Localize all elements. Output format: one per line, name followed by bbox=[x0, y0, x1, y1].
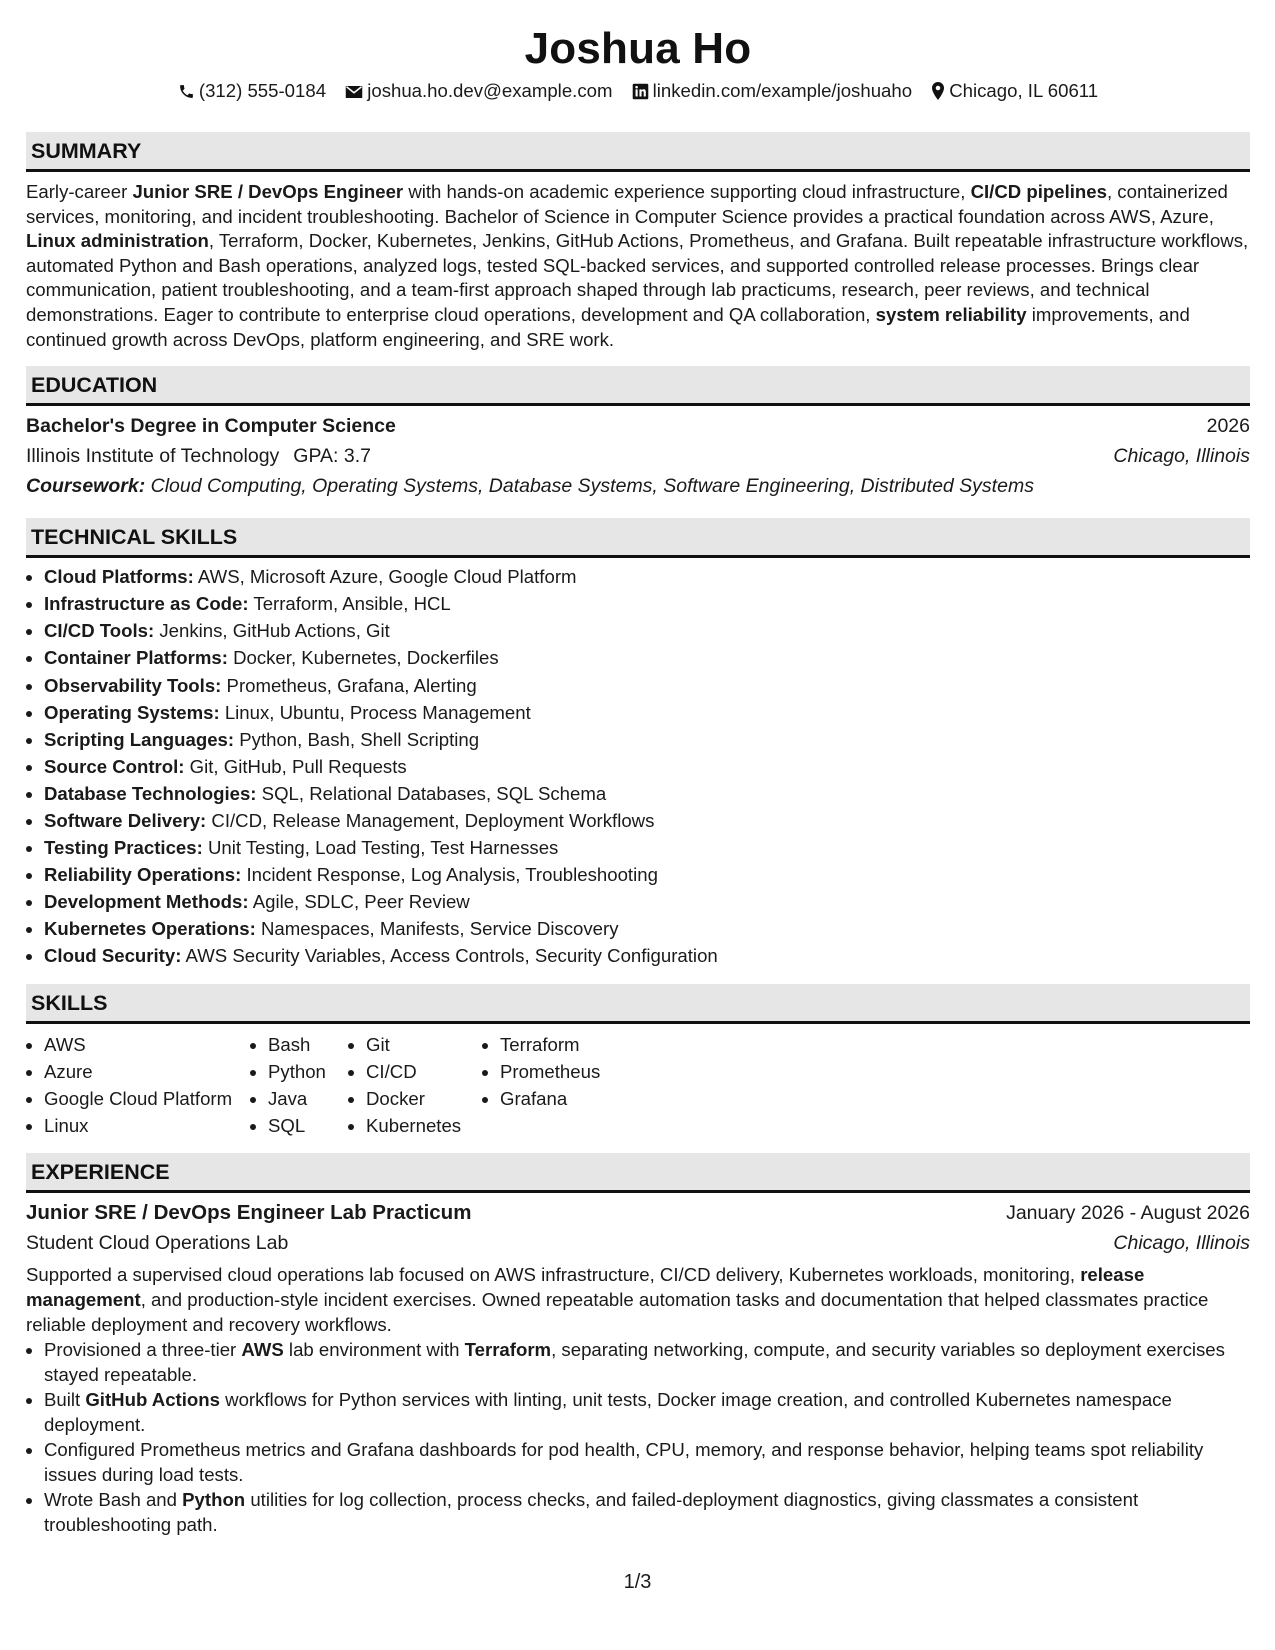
technical-skill-item bbox=[44, 780, 1250, 807]
skill-category: Operating Systems: bbox=[44, 701, 220, 723]
skill-category: Database Technologies: bbox=[44, 782, 257, 804]
technical-skill-item bbox=[44, 644, 1250, 671]
skills-columns bbox=[26, 1031, 1250, 1139]
skill-category: Scripting Languages: bbox=[44, 728, 235, 750]
skill-category: Development Methods: bbox=[44, 891, 249, 913]
skill-item: • Azure bbox=[44, 1058, 250, 1085]
skill-category: Source Control: bbox=[44, 755, 185, 777]
technical-skill-item bbox=[44, 726, 1250, 753]
job-bullets bbox=[26, 1337, 1250, 1537]
experience-bullet bbox=[44, 1387, 1250, 1437]
skill-item: • SQL bbox=[268, 1112, 348, 1139]
contact-phone[interactable] bbox=[178, 79, 326, 103]
technical-skill-item bbox=[44, 563, 1250, 590]
job-title: Junior SRE / DevOps Engineer Lab Practicum bbox=[26, 1200, 472, 1224]
text-run: , containerized services, monitoring, and incident troubleshooting. Bachelor of Science in Computer Science provides a practical foundation across AWS, Azure, bbox=[26, 181, 1228, 227]
skill-values: Terraform, Ansible, HCL bbox=[248, 593, 451, 615]
emphasis-text: Python bbox=[182, 1488, 246, 1510]
skill-values: Python, Bash, Shell Scripting bbox=[234, 728, 480, 750]
gpa: GPA: 3.7 bbox=[293, 445, 371, 468]
technical-skill-item bbox=[44, 834, 1250, 861]
emphasis-text: release management bbox=[26, 1263, 1145, 1310]
email-text: joshua.ho.dev@example.com bbox=[367, 80, 613, 101]
contact-linkedin[interactable] bbox=[632, 79, 912, 103]
skill-item: • Kubernetes bbox=[366, 1112, 482, 1139]
emphasis-text: GitHub Actions bbox=[85, 1388, 220, 1410]
skills-column bbox=[250, 1031, 348, 1139]
coursework-label: Coursework: bbox=[26, 475, 146, 498]
location-text: Chicago, IL 60611 bbox=[949, 80, 1099, 101]
skill-item: • Java bbox=[268, 1085, 348, 1112]
emphasis-text: Junior SRE / DevOps Engineer bbox=[132, 181, 404, 202]
job-location: Chicago, Illinois bbox=[1113, 1231, 1250, 1254]
skill-values: Namespaces, Manifests, Service Discovery bbox=[255, 918, 619, 940]
skill-category: Kubernetes Operations: bbox=[44, 918, 256, 940]
experience-bullet bbox=[44, 1337, 1250, 1387]
skill-category: Cloud Platforms: bbox=[44, 566, 194, 588]
skill-values: AWS Security Variables, Access Controls, Security Configuration bbox=[181, 945, 718, 967]
candidate-name: Joshua Ho bbox=[524, 24, 752, 73]
skill-values: Jenkins, GitHub Actions, Git bbox=[154, 620, 390, 642]
emphasis-text: Terraform bbox=[464, 1338, 552, 1360]
text-run: with hands-on academic experience supporting cloud infrastructure, bbox=[403, 181, 971, 202]
section-heading-technical-skills: TECHNICAL SKILLS bbox=[26, 518, 1250, 558]
education-entry bbox=[26, 412, 1250, 502]
emphasis-text: system reliability bbox=[875, 303, 1027, 325]
job-dates: January 2026 - August 2026 bbox=[1006, 1201, 1250, 1224]
text-run: Provisioned a three-tier bbox=[44, 1338, 242, 1360]
skill-item: • Terraform bbox=[500, 1031, 622, 1058]
text-run: , and production-style incident exercises. Owned repeatable automation tasks and documentation that helped classmates practice reliable deployment and recovery workflows. bbox=[26, 1288, 1209, 1335]
skills-column bbox=[348, 1031, 482, 1139]
skill-category: Cloud Security: bbox=[44, 945, 182, 967]
skill-item: • Linux bbox=[44, 1112, 250, 1139]
technical-skill-item bbox=[44, 590, 1250, 617]
technical-skill-item bbox=[44, 861, 1250, 888]
skills-column bbox=[26, 1031, 250, 1139]
skill-values: Linux, Ubuntu, Process Management bbox=[219, 701, 531, 723]
section-heading-education: EDUCATION bbox=[26, 366, 1250, 406]
technical-skills-list bbox=[26, 563, 1250, 969]
skill-values: Git, GitHub, Pull Requests bbox=[184, 755, 407, 777]
section-heading-summary: SUMMARY bbox=[26, 132, 1250, 172]
graduation-year: 2026 bbox=[1206, 415, 1250, 438]
map-pin-icon bbox=[931, 82, 945, 100]
technical-skill-item bbox=[44, 915, 1250, 942]
skill-values: Incident Response, Log Analysis, Troubleshooting bbox=[241, 864, 658, 886]
coursework-list: Cloud Computing, Operating Systems, Database Systems, Software Engineering, Distributed Systems bbox=[145, 475, 1034, 498]
skill-category: Reliability Operations: bbox=[44, 864, 242, 886]
emphasis-text: Linux administration bbox=[26, 230, 209, 252]
text-run: Wrote Bash and bbox=[44, 1488, 183, 1510]
skill-item: • Bash bbox=[268, 1031, 348, 1058]
skill-category: Observability Tools: bbox=[44, 674, 222, 696]
skill-item: • Google Cloud Platform bbox=[44, 1085, 250, 1112]
summary-paragraph bbox=[26, 180, 1250, 352]
skill-item: • Prometheus bbox=[500, 1058, 622, 1085]
text-run: utilities for log collection, process checks, and failed-deployment diagnostics, giving classmates a consistent troubleshooting path. bbox=[44, 1488, 1139, 1535]
text-run: , Terraform, Docker, Kubernetes, Jenkins, GitHub Actions, Prometheus, and Grafana. Built repeatable infrastructure workflows, automated Python and Bash operations, analyzed logs, tested SQL-backed services, and supported controlled release processes. Brings clear communication, patient troubleshooting, and a team-first approach shaped through lab practicums, research, peer reviews, and technical demonstrations. Eager to contribute to enterprise cloud operations, development and QA collaboration, bbox=[26, 230, 1249, 325]
coursework bbox=[26, 471, 1250, 502]
linkedin-icon bbox=[632, 83, 649, 100]
text-run: Early-career bbox=[26, 181, 133, 202]
skill-category: CI/CD Tools: bbox=[44, 620, 155, 642]
text-run: workflows for Python services with linting, unit tests, Docker image creation, and controlled Kubernetes namespace deployment. bbox=[44, 1388, 1172, 1435]
text-run: Configured Prometheus metrics and Grafana dashboards for pod health, CPU, memory, and response behavior, helping teams spot reliability issues during load tests. bbox=[44, 1438, 1204, 1485]
technical-skill-item bbox=[44, 753, 1250, 780]
skill-values: Docker, Kubernetes, Dockerfiles bbox=[227, 647, 499, 669]
skill-category: Testing Practices: bbox=[44, 837, 203, 859]
experience-entry bbox=[26, 1198, 1250, 1537]
linkedin-text: linkedin.com/example/joshuaho bbox=[652, 80, 913, 101]
skill-values: Agile, SDLC, Peer Review bbox=[248, 891, 470, 913]
text-run: Supported a supervised cloud operations lab focused on AWS infrastructure, CI/CD delivery, Kubernetes workloads, monitoring, bbox=[26, 1263, 1081, 1285]
contact-email[interactable] bbox=[345, 79, 612, 103]
technical-skill-item bbox=[44, 942, 1250, 969]
text-run: lab environment with bbox=[283, 1338, 465, 1360]
envelope-icon bbox=[345, 84, 363, 100]
job-organization: Student Cloud Operations Lab bbox=[26, 1231, 289, 1254]
skills-column bbox=[482, 1031, 622, 1139]
skill-item: • Git bbox=[366, 1031, 482, 1058]
skill-category: Software Delivery: bbox=[44, 810, 207, 831]
skill-item: • Docker bbox=[366, 1085, 482, 1112]
skill-item: • Python bbox=[268, 1058, 348, 1085]
technical-skill-item bbox=[44, 807, 1250, 834]
skill-item: • Grafana bbox=[500, 1085, 622, 1112]
skill-values: Prometheus, Grafana, Alerting bbox=[221, 674, 477, 696]
school-name: Illinois Institute of Technology bbox=[26, 445, 280, 468]
experience-bullet bbox=[44, 1487, 1250, 1537]
skill-values: SQL, Relational Databases, SQL Schema bbox=[256, 782, 607, 804]
degree-title: Bachelor's Degree in Computer Science bbox=[26, 415, 396, 438]
technical-skill-item bbox=[44, 672, 1250, 699]
contact-location bbox=[931, 79, 1098, 103]
skill-category: Container Platforms: bbox=[44, 647, 228, 669]
phone-text: (312) 555-0184 bbox=[198, 80, 327, 101]
skill-values: CI/CD, Release Management, Deployment Workflows bbox=[206, 810, 655, 831]
emphasis-text: AWS bbox=[241, 1338, 284, 1360]
skill-values: Unit Testing, Load Testing, Test Harnesses bbox=[202, 837, 559, 859]
technical-skill-item bbox=[44, 888, 1250, 915]
job-description bbox=[26, 1262, 1250, 1337]
phone-icon bbox=[178, 83, 195, 100]
skill-item: • AWS bbox=[44, 1031, 250, 1058]
text-run: improvements, and continued growth across DevOps, platform engineering, and SRE work. bbox=[26, 303, 1190, 350]
skill-values: AWS, Microsoft Azure, Google Cloud Platform bbox=[193, 566, 577, 588]
skill-item: • CI/CD bbox=[366, 1058, 482, 1085]
text-run: Built bbox=[44, 1388, 86, 1410]
contact-bar bbox=[26, 79, 1250, 103]
experience-bullet bbox=[44, 1437, 1250, 1487]
school-location: Chicago, Illinois bbox=[1113, 445, 1250, 468]
emphasis-text: CI/CD pipelines bbox=[970, 181, 1107, 202]
technical-skill-item bbox=[44, 617, 1250, 644]
section-heading-experience: EXPERIENCE bbox=[26, 1153, 1250, 1193]
technical-skill-item bbox=[44, 699, 1250, 726]
resume-page bbox=[26, 0, 1250, 1537]
skill-category: Infrastructure as Code: bbox=[44, 593, 249, 615]
page-number: 1/3 bbox=[623, 1571, 652, 1593]
text-run: , separating networking, compute, and security variables so deployment exercises stayed repeatable. bbox=[44, 1338, 1225, 1385]
section-heading-skills: SKILLS bbox=[26, 984, 1250, 1024]
